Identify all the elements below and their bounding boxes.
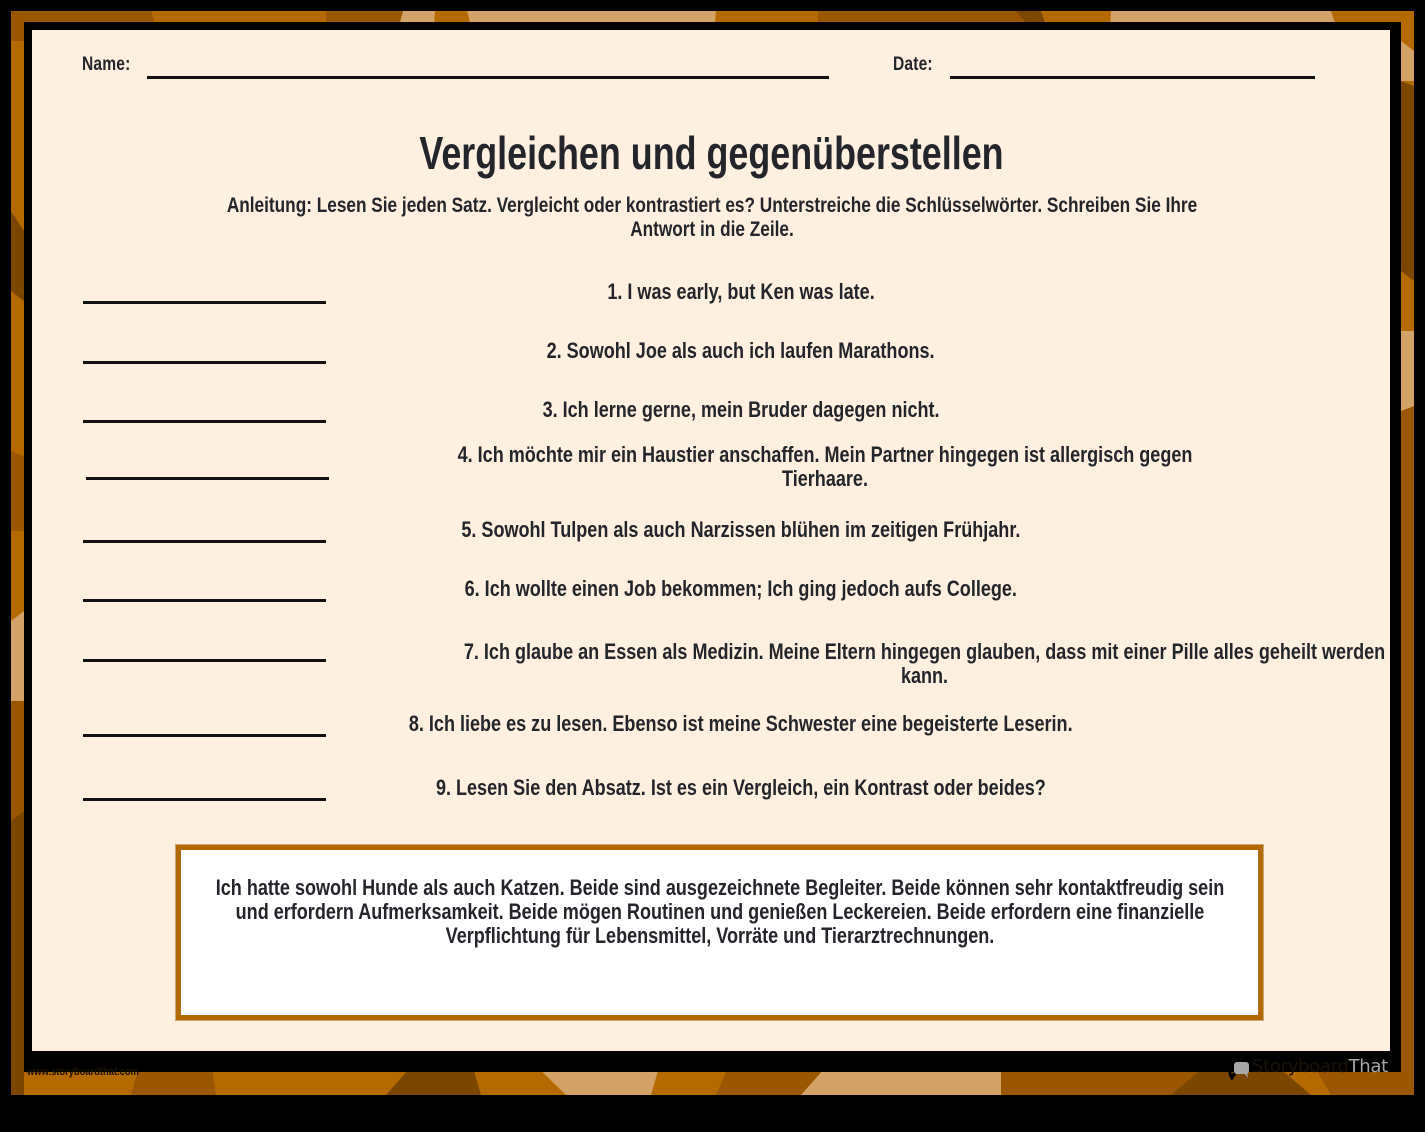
question-4: 4. Ich möchte mir ein Haustier anschaffen. Mein Partner hingegen ist allergisch gegen Tierhaare. (457, 442, 1193, 491)
question-6: 6. Ich wollte einen Job bekommen; Ich ging jedoch aufs College. (464, 576, 1018, 601)
page-title: Vergleichen und gegenüberstellen (418, 127, 1004, 179)
question-1: 1. I was early, but Ken was late. (607, 279, 875, 304)
footer-url[interactable]: www.storyboardthat.com (27, 1066, 139, 1078)
storyboardthat-logo[interactable] (1228, 1056, 1388, 1077)
question-9: 9. Lesen Sie den Absatz. Ist es ein Vergleich, ein Kontrast oder beides? (436, 775, 1046, 800)
answer-line-4[interactable] (86, 477, 329, 480)
answer-line-9[interactable] (83, 798, 326, 801)
name-field[interactable] (147, 76, 829, 79)
instructions: Anleitung: Lesen Sie jeden Satz. Vergleicht oder kontrastiert es? Unterstreiche die Schlüsselwörter. Schreiben Sie Ihre Antwort in die Zeile. (226, 194, 1198, 241)
answer-line-2[interactable] (83, 361, 326, 364)
answer-line-5[interactable] (83, 540, 326, 543)
worksheet (32, 30, 1390, 1051)
speech-bubble-icon (1228, 1058, 1248, 1076)
answer-line-7[interactable] (83, 659, 326, 662)
answer-line-1[interactable] (83, 301, 326, 304)
answer-line-3[interactable] (83, 420, 326, 423)
answer-line-6[interactable] (83, 599, 326, 602)
date-field[interactable] (950, 76, 1315, 79)
question-7: 7. Ich glaube an Essen als Medizin. Meine Eltern hingegen glauben, dass mit einer Pille alles geheilt werden kann. (463, 639, 1386, 688)
question-3: 3. Ich lerne gerne, mein Bruder dagegen nicht. (542, 397, 940, 422)
passage-box (176, 845, 1263, 1020)
date-label: Date: (893, 54, 933, 75)
name-label: Name: (82, 54, 131, 75)
question-2: 2. Sowohl Joe als auch ich laufen Marathons. (547, 338, 935, 363)
logo-text: StoryboardThat (1252, 1056, 1388, 1077)
question-8: 8. Ich liebe es zu lesen. Ebenso ist meine Schwester eine begeisterte Leserin. (409, 711, 1073, 736)
passage-text: Ich hatte sowohl Hunde als auch Katzen. Beide sind ausgezeichnete Begleiter. Beide können sehr kontaktfreudig sein und erfordern Aufmerksamkeit. Beide mögen Routinen und genießen Leckereien. Beide erfordern eine finanzielle Verpflichtung für Lebensmittel, Vorräte und Tierarztrechnungen. (215, 875, 1225, 948)
answer-line-8[interactable] (83, 734, 326, 737)
question-5: 5. Sowohl Tulpen als auch Narzissen blühen im zeitigen Frühjahr. (461, 517, 1021, 542)
